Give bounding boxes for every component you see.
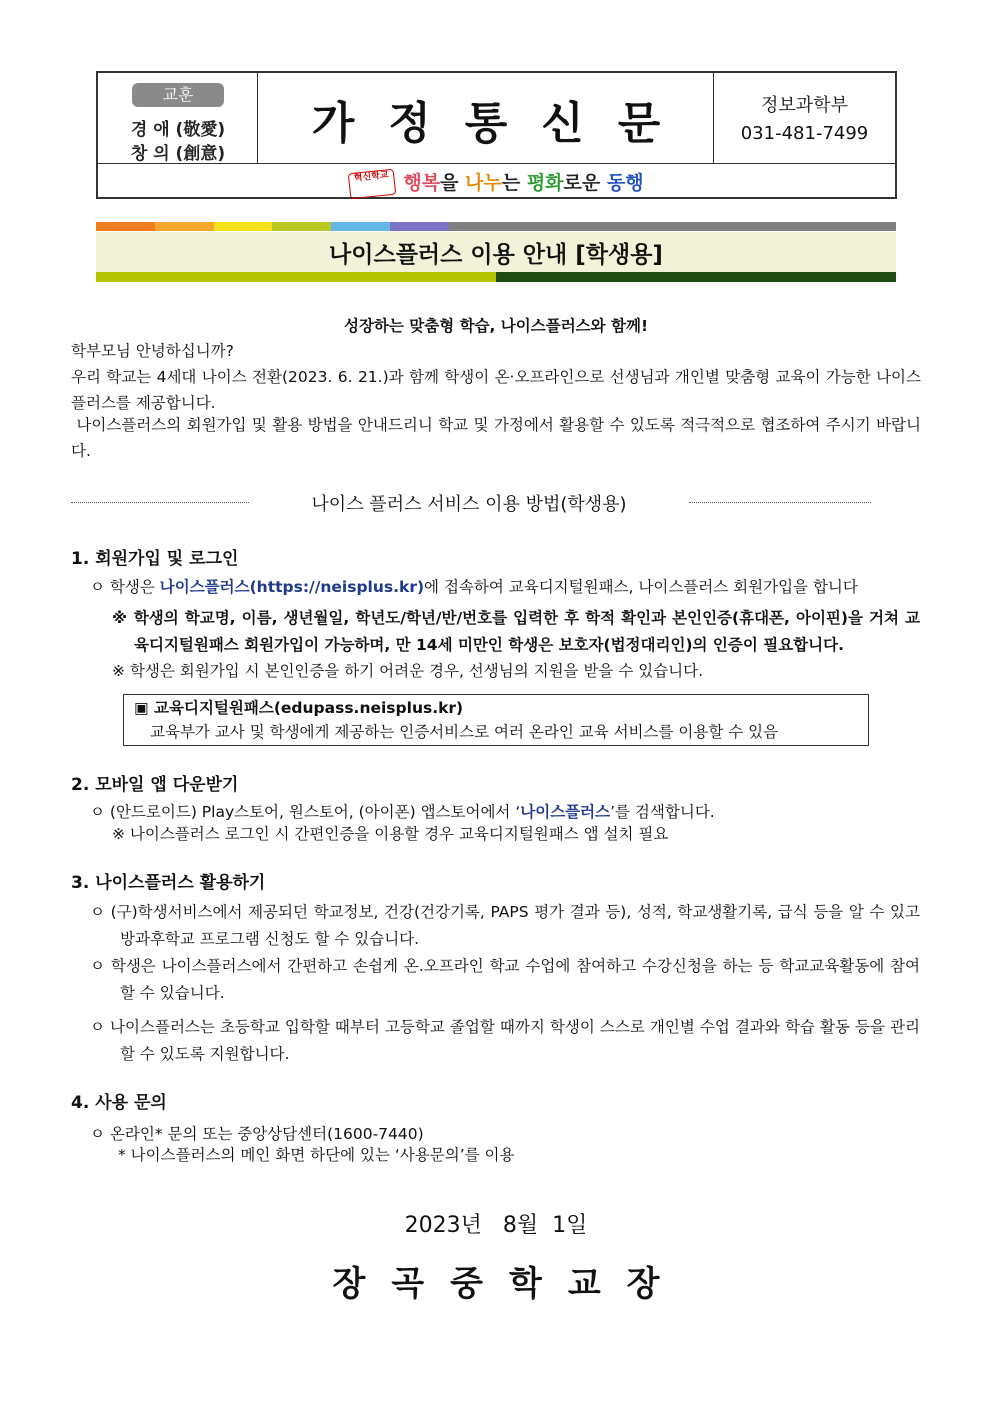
intro-para-2: 나이스플러스의 회원가입 및 활용 방법을 안내드리니 학교 및 가정에서 활용할 수 있도록 적극적으로 협조하여 주시기 바랍니다. bbox=[71, 416, 921, 460]
banner bbox=[96, 232, 896, 272]
section-2-bullet-post: ’를 검색합니다. bbox=[610, 803, 715, 821]
section-2-bullet-pre: ㅇ (안드로이드) Play스토어, 원스토어, (아이폰) 앱스토어에서 ‘ bbox=[90, 803, 521, 821]
dept-cell bbox=[714, 73, 895, 163]
principal-signature: 장곡중학교장 bbox=[332, 1264, 686, 1304]
intro-greeting: 학부모님 안녕하십니까? bbox=[71, 342, 234, 360]
motto-line-2: 창 의 (創意) bbox=[130, 144, 226, 164]
title-cell bbox=[258, 73, 714, 163]
divider-right bbox=[689, 502, 871, 503]
color-bar bbox=[96, 222, 896, 231]
slogan-part: 평화 bbox=[526, 172, 564, 194]
banner-bottom-bar bbox=[96, 272, 896, 282]
slogan bbox=[98, 168, 895, 197]
section-1-title: 1. 회원가입 및 로그인 bbox=[71, 549, 239, 569]
issue-date: 2023년 8월 1일 bbox=[404, 1213, 588, 1238]
color-bar-segment bbox=[390, 222, 449, 231]
bottom-bar-segment bbox=[496, 272, 896, 282]
app-name: 나이스플러스 bbox=[520, 803, 611, 821]
section-1-note-2: ※ 학생은 회원가입 시 본인인증을 하기 어려운 경우, 선생님의 지원을 받을 수 있습니다. bbox=[112, 662, 704, 680]
section-3-bullet-2: ㅇ 학생은 나이스플러스에서 간편하고 손쉽게 온.오프라인 학교 수업에 참여하고 수강신청을 하는 등 학교교육활동에 참여할 수 있습니다. bbox=[90, 957, 920, 1002]
section-2-title: 2. 모바일 앱 다운받기 bbox=[71, 775, 239, 795]
color-bar-segment bbox=[155, 222, 214, 231]
color-bar-segment bbox=[96, 222, 155, 231]
section-3-title: 3. 나이스플러스 활용하기 bbox=[71, 873, 266, 893]
slogan-part: 을 bbox=[440, 172, 466, 194]
section-3-bullet-1: ㅇ (구)학생서비스에서 제공되던 학교정보, 건강(건강기록, PAPS 평가 결과 등), 성적, 학교생활기록, 급식 등을 알 수 있고 방과후학교 프로그램 신청도 할 수 있습니다. bbox=[90, 903, 920, 948]
section-2-note: ※ 나이스플러스 로그인 시 간편인증을 이용할 경우 교육디지털원패스 앱 설치 필요 bbox=[112, 825, 669, 843]
slogan-part: 동행 bbox=[606, 172, 644, 194]
slogan-part: 행복 bbox=[403, 172, 441, 194]
page-title: 가정통신문 bbox=[311, 98, 695, 149]
motto-badge: 교훈 bbox=[132, 83, 224, 107]
header-table bbox=[96, 71, 897, 199]
section-1-bullet bbox=[90, 574, 920, 601]
banner-title: 나이스플러스 이용 안내 [학생용] bbox=[329, 242, 663, 268]
color-bar-segment bbox=[272, 222, 331, 231]
intro-para-1: 우리 학교는 4세대 나이스 전환(2023. 6. 21.)과 함께 학생이 온·오프라인으로 선생님과 개인별 맞춤형 교육이 가능한 나이스플러스를 제공합니다. bbox=[71, 368, 921, 412]
motto-line-1: 경 애 (敬愛) bbox=[130, 120, 226, 140]
edupass-box-text: 교육부가 교사 및 학생에게 제공하는 인증서비스로 여러 온라인 교육 서비스를 이용할 수 있음 bbox=[150, 723, 779, 741]
color-bar-segment bbox=[331, 222, 390, 231]
divider-left bbox=[71, 502, 249, 503]
slogan-part: 나누 bbox=[465, 172, 502, 194]
dept-name: 정보과학부 bbox=[761, 95, 848, 116]
color-bar-segment bbox=[449, 222, 896, 231]
section-4-bullet: ㅇ 온라인* 문의 또는 중앙상담센터(1600-7440) bbox=[90, 1125, 424, 1143]
section-4-title: 4. 사용 문의 bbox=[71, 1093, 167, 1113]
section-4-note: * 나이스플러스의 메인 화면 하단에 있는 ‘사용문의’를 이용 bbox=[118, 1146, 515, 1164]
subtitle: 성장하는 맞춤형 학습, 나이스플러스와 함께! bbox=[343, 317, 649, 335]
section-1-note-1: ※ 학생의 학교명, 이름, 생년월일, 학년도/학년/반/번호를 입력한 후 학적 확인과 본인인증(휴대폰, 아이핀)을 거쳐 교육디지털원패스 회원가입이 가능하며, 만 14세 미만인 학생은 보호자(법정대리인)의 인증이 필요합니다. bbox=[112, 609, 920, 654]
color-bar-segment bbox=[214, 222, 273, 231]
motto-cell bbox=[98, 73, 258, 163]
section-1-bullet-post: 에 접속하여 교육디지털원패스, 나이스플러스 회원가입을 합니다 bbox=[424, 578, 858, 596]
slogan-part: 로운 bbox=[563, 172, 607, 194]
innovation-school-stamp-icon: 혁신학교 bbox=[348, 168, 396, 199]
dept-phone: 031-481-7499 bbox=[740, 123, 869, 144]
section-3-bullet-3: ㅇ 나이스플러스는 초등학교 입학할 때부터 고등학교 졸업할 때까지 학생이 스스로 개인별 수업 결과와 학습 활동 등을 관리할 수 있도록 지원합니다. bbox=[90, 1018, 920, 1063]
slogan-part: 는 bbox=[501, 172, 527, 194]
section-divider-title: 나이스 플러스 서비스 이용 방법(학생용) bbox=[311, 494, 627, 515]
edupass-box-title: ▣ 교육디지털원패스(edupass.neisplus.kr) bbox=[134, 699, 464, 717]
section-1-bullet-pre: ㅇ 학생은 bbox=[90, 578, 160, 596]
slogan-row bbox=[98, 163, 895, 197]
neisplus-link[interactable]: 나이스플러스(https://neisplus.kr) bbox=[159, 578, 425, 596]
bottom-bar-segment bbox=[96, 272, 496, 282]
edupass-info-box bbox=[123, 694, 869, 746]
